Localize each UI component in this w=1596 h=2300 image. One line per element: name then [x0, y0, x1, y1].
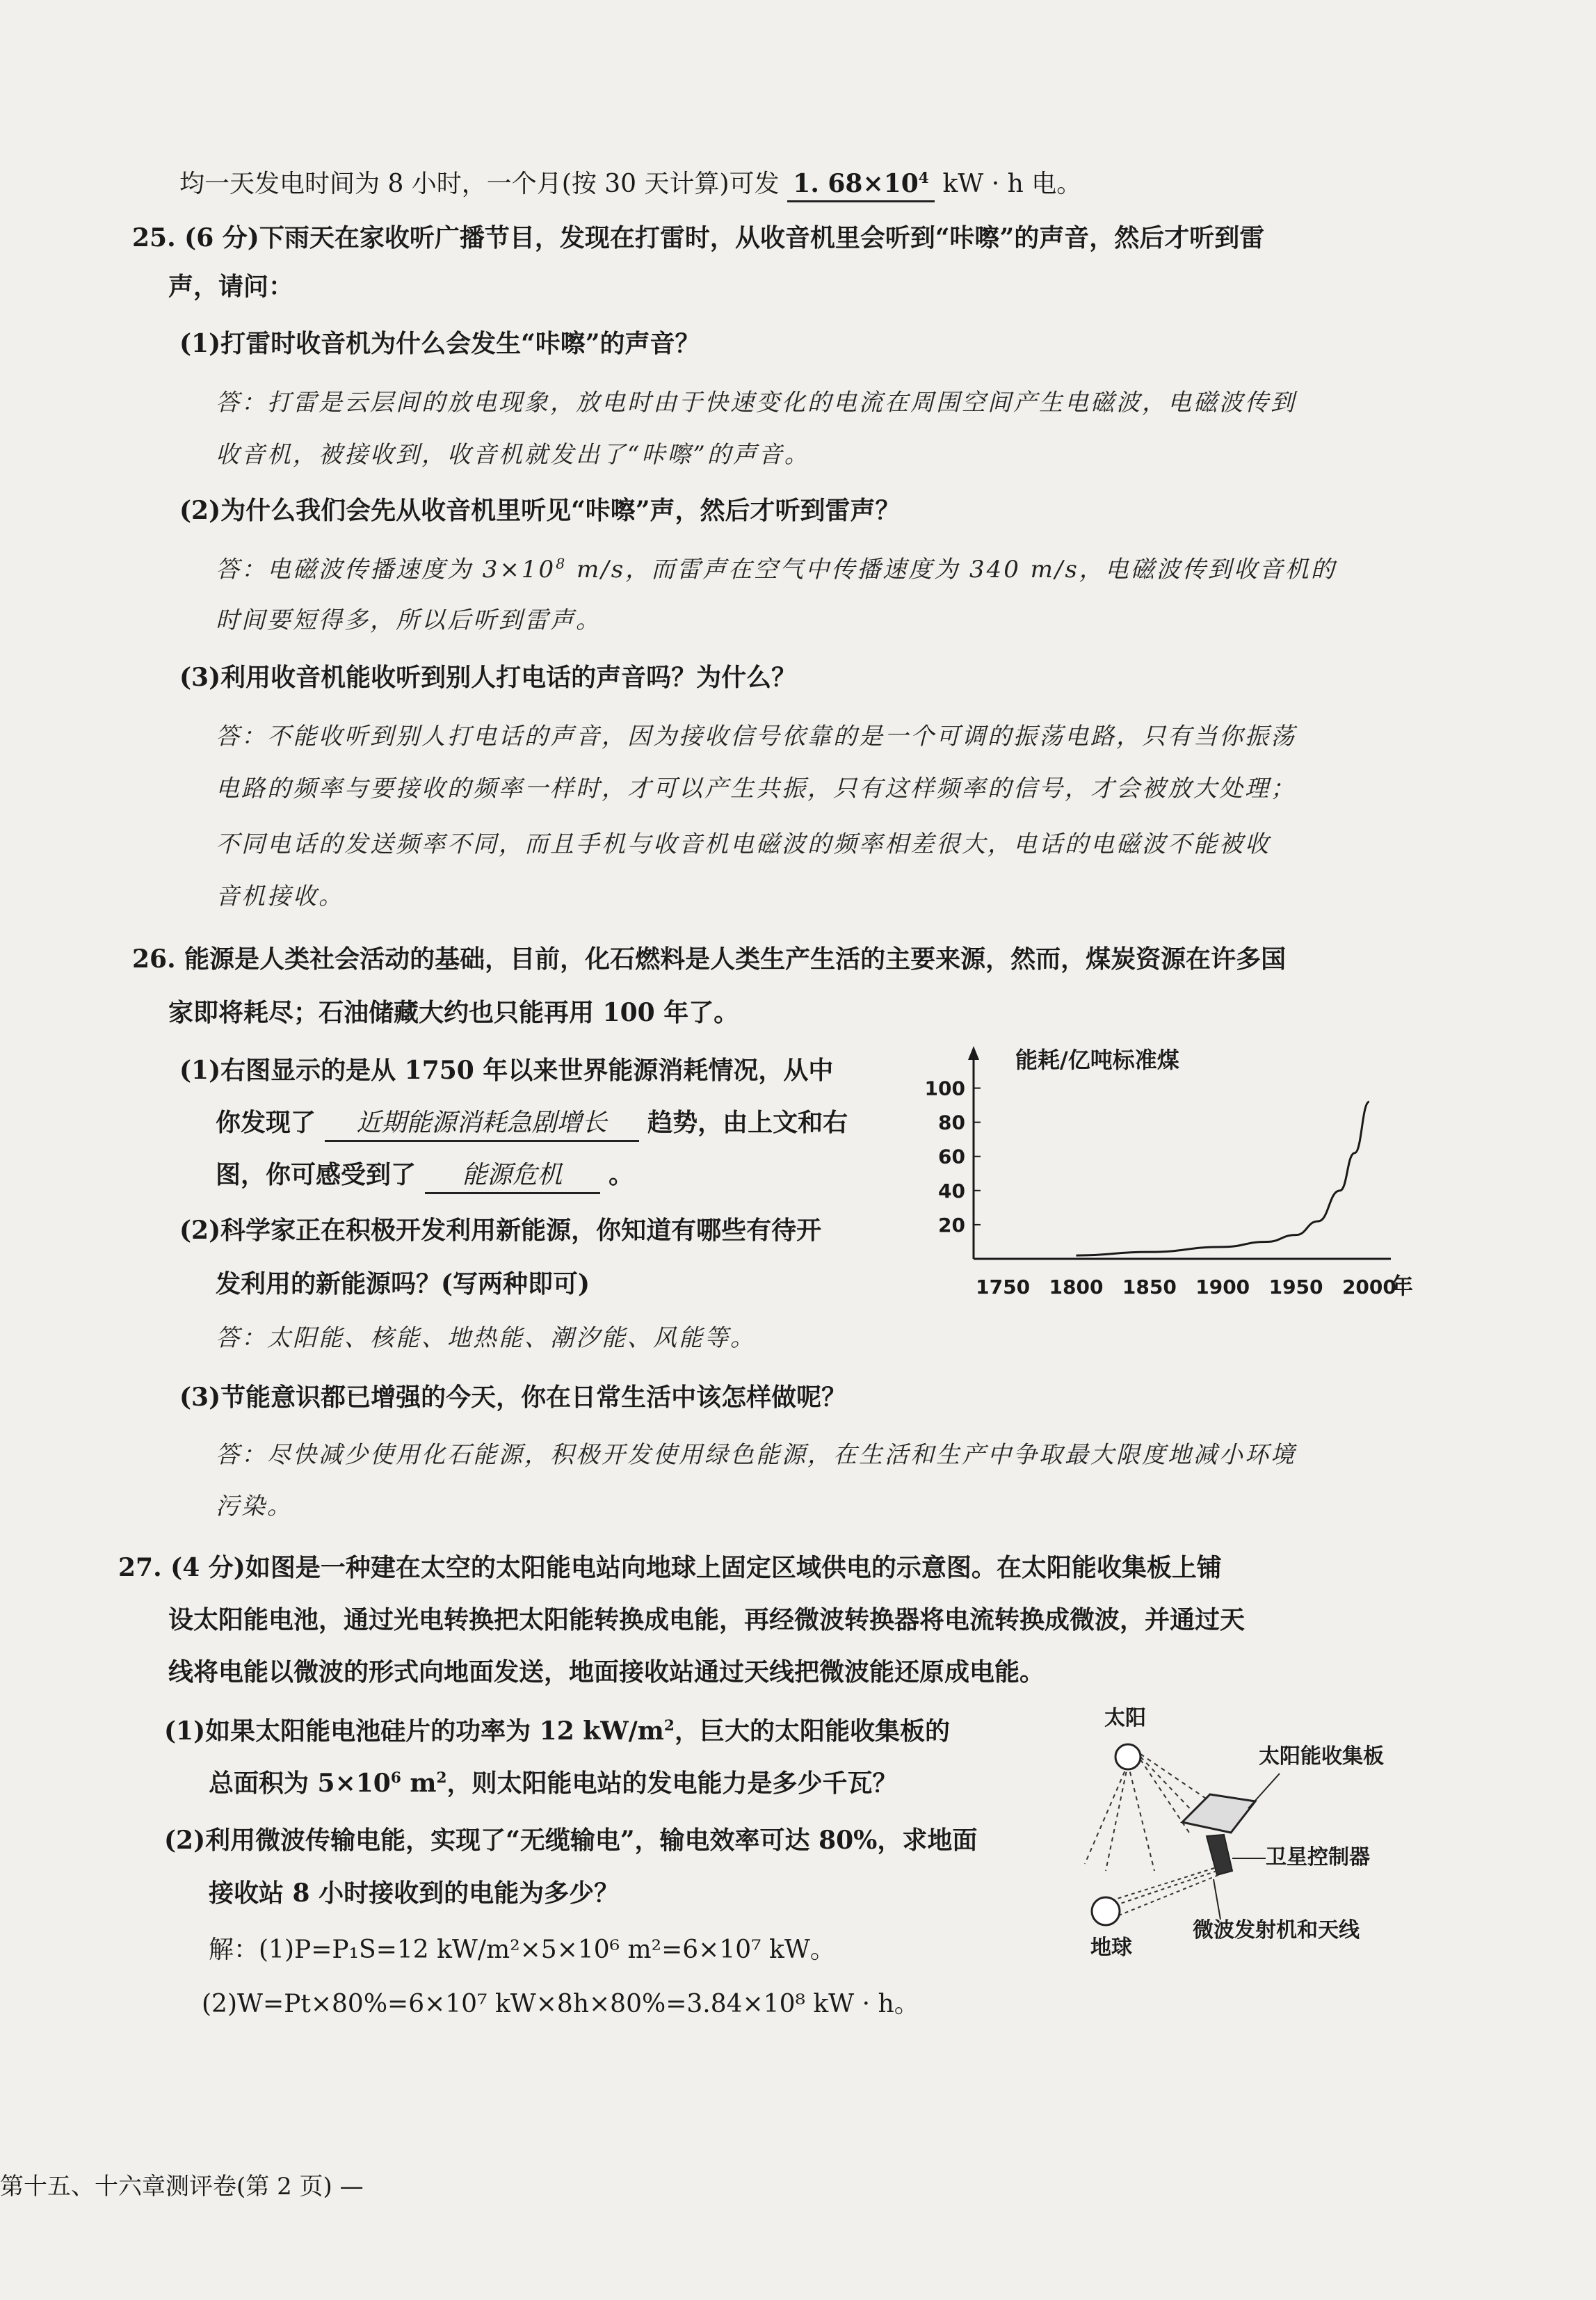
q27-solution2: (2)W=Pt×80%=6×10⁷ kW×8h×80%=3.84×10⁸ kW · h。 — [202, 1990, 919, 2018]
q24-answer: 1. 68×10 — [793, 169, 919, 198]
q25-answer2-line2: 时间要短得多，所以后听到雷声。 — [216, 606, 602, 634]
q26-blank-crisis: 能源危机 — [425, 1159, 600, 1194]
q26-header-line1: 26. 能源是人类社会活动的基础，目前，化石燃料是人类生产生活的主要来源，然而，煤炭资源在许多国 — [132, 944, 1287, 974]
q25-answer3-line3: 不同电话的发送频率不同，而且手机与收音机电磁波的频率相差很大，电话的电磁波不能被收 — [216, 830, 1271, 858]
q25-part3: (3)利用收音机能收听到别人打电话的声音吗？为什么？ — [179, 663, 797, 692]
chart-x-tick-label: 1950 — [1268, 1276, 1323, 1298]
q24-text: 均一天发电时间为 8 小时，一个月(按 30 天计算)可发 — [179, 170, 780, 198]
chart-y-tick-label: 40 — [938, 1179, 965, 1203]
q26-p1c-post: 。 — [608, 1160, 634, 1189]
satellite-controller-icon — [1207, 1835, 1232, 1875]
chart-y-tick-label: 80 — [938, 1111, 965, 1134]
chart-y-tick-label: 20 — [938, 1213, 965, 1237]
q26-p1c-pre: 图，你可感受到了 — [216, 1160, 417, 1189]
q26-answer3-line1: 答：尽快减少使用化石能源，积极开发使用绿色能源，在生活和生产中争取最大限度地减小环境 — [216, 1441, 1296, 1469]
q24-answer-blank — [787, 167, 935, 202]
chart-x-tick-label: 1900 — [1195, 1276, 1250, 1298]
page-footer: 第十五、十六章测评卷(第 2 页) — — [0, 2173, 364, 2201]
q25-header-line2: 声，请问： — [168, 272, 294, 301]
label-earth: 地球 — [1090, 1936, 1132, 1960]
q27-part1-line2 — [209, 1767, 898, 1800]
q26-answer3-line2: 污染。 — [216, 1493, 293, 1520]
q26-part1-line2 — [216, 1106, 848, 1142]
q26-part1-line1: (1)右图显示的是从 1750 年以来世界能源消耗情况，从中 — [179, 1056, 834, 1085]
chart-y-axis-label: 能耗/亿吨标准煤 — [1015, 1047, 1179, 1073]
q27-p1-b: ，巨大的太阳能收集板的 — [674, 1716, 950, 1746]
earth-icon — [1092, 1897, 1120, 1925]
q27-p1-e: ，则太阳能电站的发电能力是多少千瓦？ — [446, 1769, 898, 1798]
chart-y-arrow — [968, 1046, 979, 1060]
label-sun: 太阳 — [1104, 1706, 1146, 1730]
q27-p1-a: (1)如果太阳能电池硅片的功率为 12 kW/m — [164, 1716, 664, 1746]
q26-part3: (3)节能意识都已增强的今天，你在日常生活中该怎样做呢？ — [179, 1383, 847, 1412]
chart-series-line — [1077, 1102, 1369, 1255]
label-transmitter: 微波发射机和天线 — [1193, 1918, 1360, 1943]
q26-p1b-post: 趋势，由上文和右 — [647, 1108, 848, 1137]
q25-header-line1: 25. (6 分)下雨天在家收听广播节目，发现在打雷时，从收音机里会听到“咔嚓”的声音，然后才听到雷 — [132, 223, 1265, 252]
q27-part1-line1 — [164, 1714, 950, 1748]
q27-p1-exp3: 2 — [436, 1769, 447, 1787]
q25-answer1-line2: 收音机，被接收到，收音机就发出了“咔嚓”的声音。 — [216, 441, 810, 469]
chart-x-tick-label: 2000 — [1341, 1276, 1396, 1298]
q27-part2-line2: 接收站 8 小时接收到的电能为多少？ — [209, 1879, 620, 1908]
chart-x-tick-label: 1800 — [1049, 1276, 1104, 1298]
q27-p1-d: m — [401, 1769, 437, 1798]
q25-answer3-line2: 电路的频率与要接收的频率一样时，才可以产生共振，只有这样频率的信号，才会被放大处理； — [216, 775, 1296, 803]
chart-x-tick-label: 1750 — [976, 1276, 1031, 1298]
q27-part2-line1: (2)利用微波传输电能，实现了“无缆输电”，输电效率可达 80%，求地面 — [164, 1826, 978, 1855]
q25-answer2-a: 答：电磁波传播速度为 3×10 — [216, 556, 556, 584]
label-panel: 太阳能收集板 — [1259, 1744, 1384, 1769]
q24-answer-exp: 4 — [918, 170, 929, 187]
q26-part2-line2: 发利用的新能源吗？(写两种即可) — [216, 1269, 590, 1298]
q26-part2-line1: (2)科学家正在积极开发利用新能源，你知道有哪些有待开 — [179, 1216, 822, 1245]
chart-x-axis-label: 年 — [1391, 1273, 1414, 1299]
q27-header-line2: 设太阳能电池，通过光电转换把太阳能转换成电能，再经微波转换器将电流转换成微波，并通过天 — [168, 1605, 1246, 1634]
sun-icon — [1115, 1744, 1140, 1769]
q26-answer2: 答：太阳能、核能、地热能、潮汐能、风能等。 — [216, 1324, 756, 1352]
q25-answer1-line1: 答：打雷是云层间的放电现象，放电时由于快速变化的电流在周围空间产生电磁波，电磁波传到 — [216, 389, 1296, 417]
q24-continuation — [179, 167, 1081, 202]
q24-unit: kW · h 电。 — [942, 170, 1082, 198]
q27-p1-c: 总面积为 5×10 — [209, 1769, 391, 1798]
q26-p1b-pre: 你发现了 — [216, 1108, 316, 1137]
chart-y-tick-label: 100 — [924, 1077, 965, 1100]
label-controller: 卫星控制器 — [1266, 1845, 1370, 1869]
q26-blank-trend: 近期能源消耗急剧增长 — [325, 1107, 639, 1142]
chart-x-tick-label: 1850 — [1122, 1276, 1177, 1298]
q27-solution1: 解：(1)P=P₁S=12 kW/m²×5×10⁶ m²=6×10⁷ kW。 — [209, 1936, 835, 1964]
solar-station-diagram — [1071, 1697, 1433, 1975]
q25-part2: (2)为什么我们会先从收音机里听见“咔嚓”声，然后才听到雷声？ — [179, 496, 901, 525]
q27-p1-exp: 2 — [663, 1717, 675, 1735]
q27-header-line1: 27. (4 分)如图是一种建在太空的太阳能电站向地球上固定区域供电的示意图。在太阳能收集板上铺 — [118, 1553, 1222, 1582]
q25-answer3-line1: 答：不能收听到别人打电话的声音，因为接收信号依靠的是一个可调的振荡电路，只有当你振荡 — [216, 723, 1296, 750]
q25-answer2-exp: 8 — [556, 555, 567, 572]
q25-answer3-line4: 音机接收。 — [216, 883, 344, 910]
q27-p1-exp2: 6 — [390, 1769, 401, 1787]
solar-panel-icon — [1182, 1794, 1255, 1833]
q25-part1: (1)打雷时收音机为什么会发生“咔嚓”的声音？ — [179, 329, 700, 358]
q26-header-line2: 家即将耗尽；石油储藏大约也只能再用 100 年了。 — [168, 998, 739, 1027]
energy-consumption-chart — [911, 1036, 1440, 1314]
q25-answer2-b: m/s，而雷声在空气中传播速度为 340 m/s，电磁波传到收音机的 — [567, 556, 1337, 584]
q27-header-line3: 线将电能以微波的形式向地面发送，地面接收站通过天线把微波能还原成电能。 — [168, 1657, 1045, 1687]
q25-answer2-line1 — [216, 553, 1337, 586]
q26-part1-line3 — [216, 1158, 634, 1194]
chart-y-tick-label: 60 — [938, 1145, 965, 1168]
